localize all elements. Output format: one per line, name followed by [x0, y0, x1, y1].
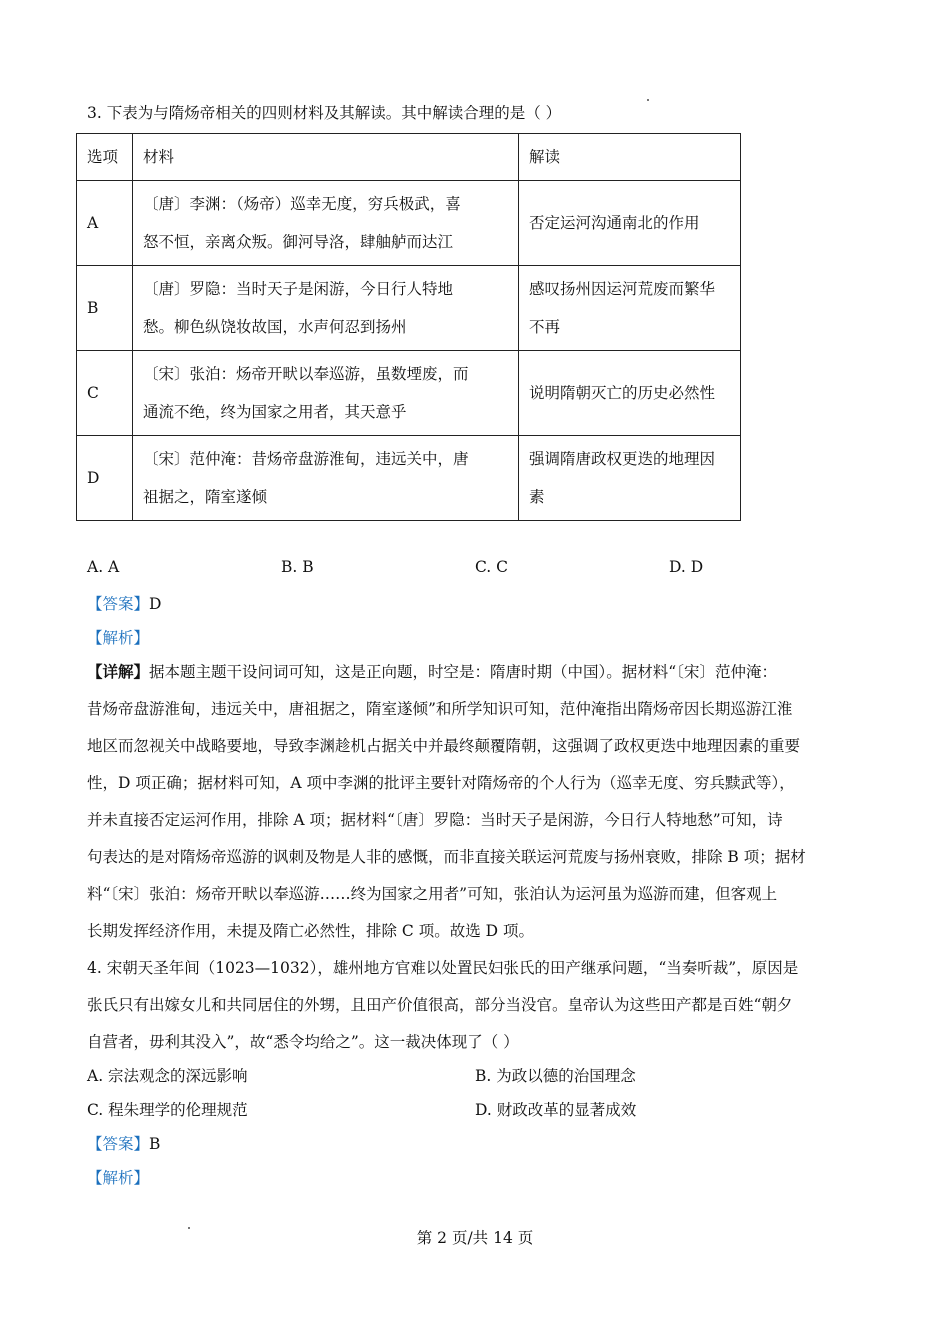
detail-line: 长期发挥经济作用，未提及隋亡必然性，排除 C 项。故选 D 项。 — [87, 922, 534, 940]
detail-tag: 【详解】 — [87, 662, 150, 681]
answer-line — [87, 592, 161, 614]
q4-option-d: D. 财政改革的显著成效 — [475, 1101, 637, 1119]
answer-tag: 【答案】 — [87, 595, 150, 613]
table-header-row — [77, 134, 741, 181]
question-4-line: 张氏只有出嫁女儿和共同居住的外甥，且田产价值很高，部分当没官。皇帝认为这些田产都是百姓“朝夕 — [87, 996, 793, 1014]
row-material: 〔宋〕范仲淹：昔炀帝盘游淮甸，违远关中，唐 祖据之，隋室遂倾 — [133, 436, 519, 521]
option-d: D. D — [669, 558, 704, 576]
row-option: A — [77, 181, 133, 266]
row-option: D — [77, 436, 133, 521]
option-b: B. B — [281, 558, 314, 576]
materials-table — [76, 133, 741, 521]
q4-option-b: B. 为政以德的治国理念 — [475, 1067, 636, 1085]
q4-option-c: C. 程朱理学的伦理规范 — [87, 1101, 248, 1119]
answer-value: D — [149, 595, 162, 613]
answer-tag: 【答案】 — [87, 1135, 150, 1153]
table-row — [77, 181, 741, 266]
detail-line: 并未直接否定运河作用，排除 A 项；据材料“〔唐〕罗隐：当时天子是闲游，今日行人特地愁”可知，诗 — [87, 811, 783, 829]
question-4-line: 4. 宋朝天圣年间（1023—1032），雄州地方官难以处置民妇张氏的田产继承问题，“当奏听裁”，原因是 — [87, 959, 799, 977]
row-interpretation: 否定运河沟通南北的作用 — [519, 181, 741, 266]
table-row — [77, 266, 741, 351]
detail-line: 料“〔宋〕张泊：炀帝开畎以奉巡游……终为国家之用者”可知，张泊认为运河虽为巡游而建，但客观上 — [87, 885, 778, 903]
question-4-line: 自营者，毋利其没入”，故“悉令均给之”。这一裁决体现了（ ） — [87, 1033, 519, 1051]
row-option: B — [77, 266, 133, 351]
detail-line: 昔炀帝盘游淮甸，违远关中，唐祖据之，隋室遂倾”和所学知识可知，范仲淹指出隋炀帝因长期巡游江淮 — [87, 700, 793, 718]
q4-answer-line — [87, 1132, 160, 1154]
answer-value: B — [149, 1135, 161, 1153]
row-material: 〔宋〕张泊：炀帝开畎以奉巡游，虽数堙废，而 通流不绝，终为国家之用者，其天意乎 — [133, 351, 519, 436]
speck-mark — [647, 99, 649, 101]
row-material: 〔唐〕李渊：（炀帝）巡幸无度，穷兵极武，喜 怒不恒，亲离众叛。御河导洛，肆舳舻而达江 — [133, 181, 519, 266]
header-option: 选项 — [77, 134, 133, 181]
header-interpretation: 解读 — [519, 134, 741, 181]
row-interpretation: 强调隋唐政权更迭的地理因 素 — [519, 436, 741, 521]
option-c: C. C — [475, 558, 509, 576]
table-row — [77, 351, 741, 436]
question-3-title: 3. 下表为与隋炀帝相关的四则材料及其解读。其中解读合理的是（ ） — [87, 104, 562, 122]
row-interpretation: 说明隋朝灭亡的历史必然性 — [519, 351, 741, 436]
page-footer: 第 2 页/共 14 页 — [416, 1229, 534, 1247]
analysis-tag: 【解析】 — [87, 629, 150, 647]
detail-line: 性，D 项正确；据材料可知，A 项中李渊的批评主要针对隋炀帝的个人行为（巡幸无度、穷兵黩武等）， — [87, 774, 795, 792]
detail-line: 【详解】据本题主题干设问词可知，这是正向题，时空是：隋唐时期（中国）。据材料“〔宋〕范仲淹： — [87, 662, 777, 681]
row-interpretation: 感叹扬州因运河荒废而繁华 不再 — [519, 266, 741, 351]
q4-analysis-tag: 【解析】 — [87, 1169, 150, 1187]
table-row — [77, 436, 741, 521]
option-a: A. A — [87, 558, 120, 576]
detail-line: 句表达的是对隋炀帝巡游的讽刺及物是人非的感慨，而非直接关联运河荒废与扬州衰败，排除 B 项；据材 — [87, 848, 806, 866]
row-option: C — [77, 351, 133, 436]
row-material: 〔唐〕罗隐：当时天子是闲游，今日行人特地 愁。柳色纵饶妆故国，水声何忍到扬州 — [133, 266, 519, 351]
header-material: 材料 — [133, 134, 519, 181]
q4-option-a: A. 宗法观念的深远影响 — [87, 1067, 248, 1085]
detail-line: 地区而忽视关中战略要地，导致李渊趁机占据关中并最终颠覆隋朝，这强调了政权更迭中地理因素的重要 — [87, 737, 801, 755]
